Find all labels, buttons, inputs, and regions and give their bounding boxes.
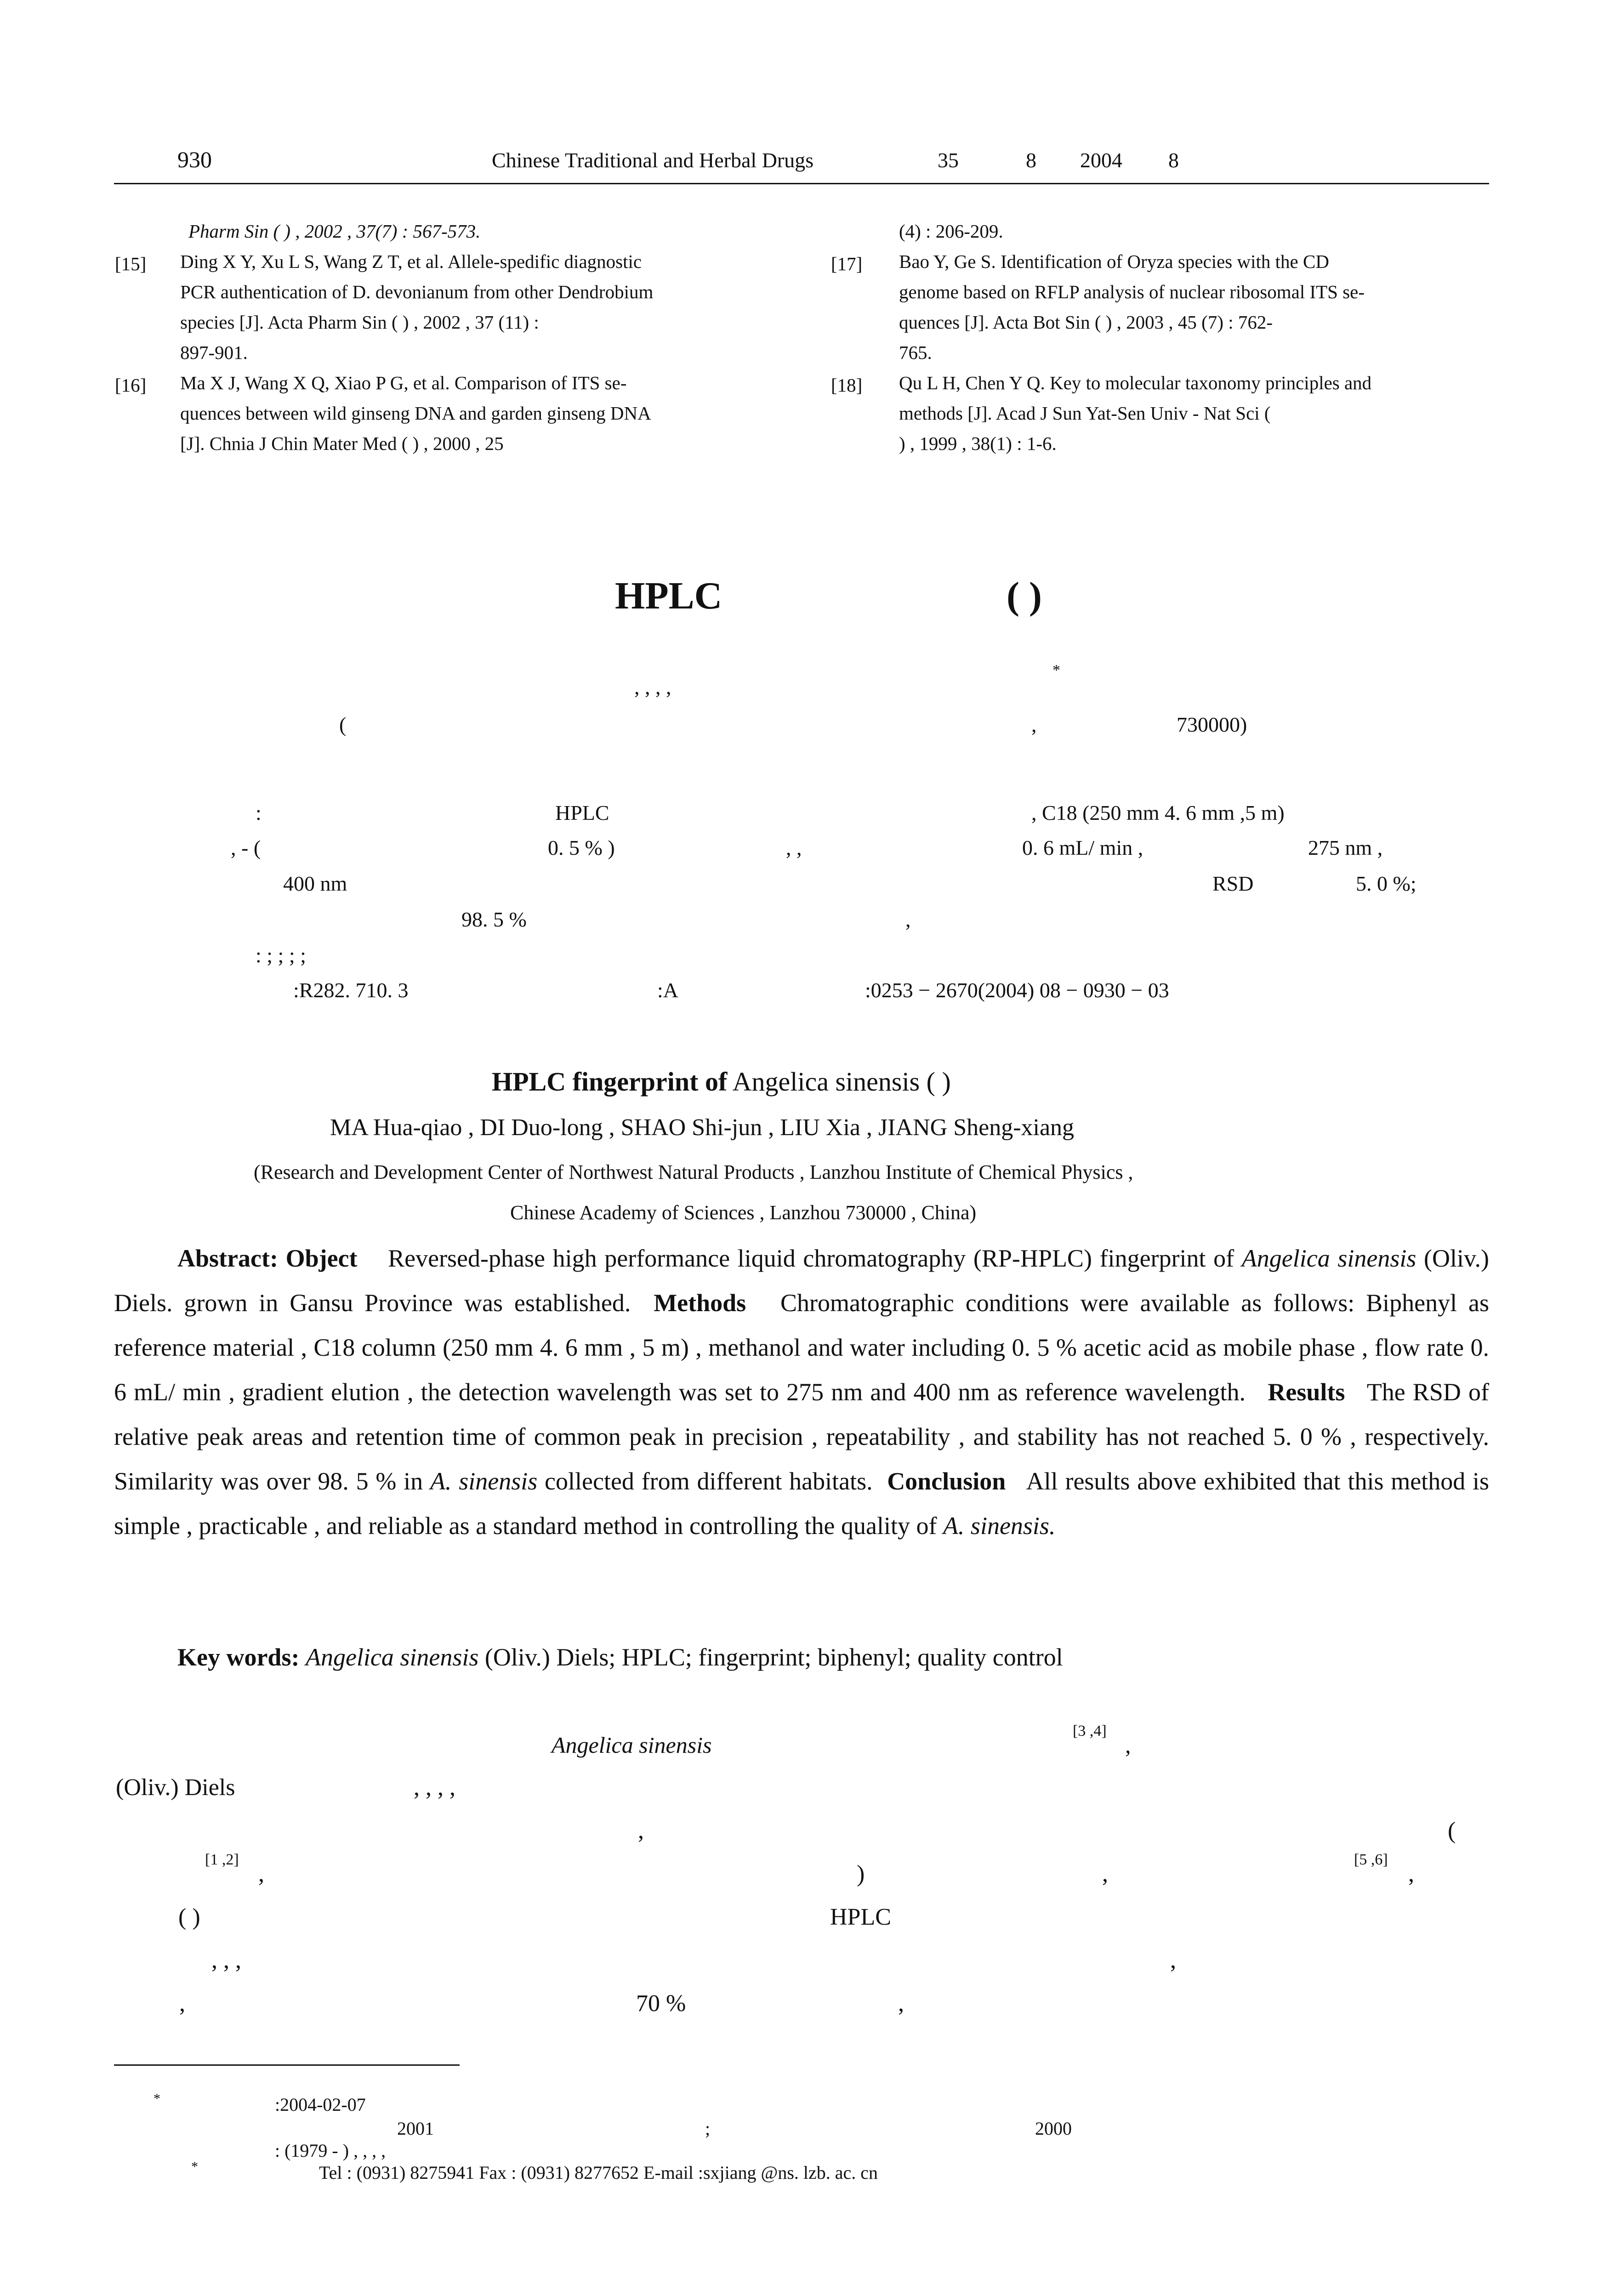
- reference-line: species [J]. Acta Pharm Sin ( ) , 2002 , 37 (11) :: [180, 312, 539, 333]
- body-fragment: (: [1448, 1818, 1456, 1844]
- reference-number: [17]: [831, 253, 863, 274]
- reference-line: PCR authentication of D. devonianum from other Dendrobium: [180, 281, 654, 302]
- abstract-object: Reversed-phase high performance liquid chromatography (RP-HPLC) fingerprint of: [388, 1245, 1234, 1272]
- page-number: 930: [177, 147, 212, 172]
- abstract-fragment: HPLC: [555, 801, 609, 824]
- methods-label: Methods: [654, 1289, 746, 1317]
- english-authors: MA Hua-qiao , DI Duo-long , SHAO Shi-jun , LIU Xia , JIANG Sheng-xiang: [330, 1114, 1075, 1141]
- reference-line: 897-901.: [180, 342, 248, 363]
- received-date: :2004-02-07: [275, 2094, 366, 2115]
- body-fragment: ,: [1170, 1947, 1176, 1973]
- abstract-fragment: , - (: [231, 836, 261, 859]
- contact-info: Tel : (0931) 8275941 Fax : (0931) 8277652 E-mail :sxjiang @ns. lzb. ac. cn: [319, 2162, 878, 2183]
- methods-text: Chromatographic conditions were available as follows: Biphenyl as reference material , C18 column (250 mm 4. 6 mm , 5 m) , methanol and water including 0. 5 % acetic acid as mobile phase , flow rate 0. 6 mL/ min , gradient elution , the detection wavelength was set to 275 nm and 400 nm as reference wavelength.: [114, 1289, 1490, 1406]
- english-affiliation: Chinese Academy of Sciences , Lanzhou 730000 , China): [510, 1201, 977, 1224]
- body-fragment: ( ): [178, 1904, 200, 1930]
- document-code: :A: [657, 978, 678, 1002]
- citation: [3 ,4]: [1073, 1722, 1107, 1739]
- reference-number: [16]: [115, 375, 147, 396]
- body-fragment: ,: [1102, 1861, 1108, 1887]
- abstract-fragment: 98. 5 %: [461, 908, 527, 931]
- reference-line: 765.: [899, 342, 932, 363]
- abstract-fragment: , C18 (250 mm 4. 6 mm ,5 m): [1031, 801, 1285, 824]
- abstract-fragment: 5. 0 %;: [1356, 872, 1416, 895]
- reference-line: Qu L H, Chen Y Q. Key to molecular taxonomy principles and: [899, 372, 1372, 393]
- body-fragment: Angelica sinensis: [552, 1732, 712, 1758]
- reference-line: quences between wild ginseng DNA and garden ginseng DNA: [180, 403, 651, 424]
- reference-number: [18]: [831, 375, 863, 396]
- abstract-fragment: 0. 6 mL/ min ,: [1022, 836, 1143, 859]
- reference-continuation: Pharm Sin ( ) , 2002 , 37(7) : 567-573.: [188, 221, 481, 242]
- body-fragment: ,: [638, 1818, 644, 1844]
- journal-month: 8: [1168, 148, 1179, 172]
- body-fragment: ,: [1125, 1732, 1131, 1758]
- author-bio: : (1979 - ) , , , ,: [275, 2140, 386, 2161]
- body-fragment: HPLC: [830, 1904, 891, 1930]
- conclusion-species: A. sinensis.: [943, 1512, 1056, 1540]
- journal-name: Chinese Traditional and Herbal Drugs: [492, 148, 814, 172]
- journal-year: 2004: [1080, 148, 1122, 172]
- abstract-fragment: 275 nm ,: [1308, 836, 1383, 859]
- abstract-fragment: , ,: [786, 836, 802, 859]
- body-fragment: ): [857, 1861, 865, 1887]
- journal-issue: 8: [1026, 148, 1036, 172]
- body-fragment: , , ,: [211, 1947, 241, 1973]
- body-fragment: ,: [898, 1990, 904, 2017]
- abstract-fragment: 400 nm: [283, 872, 347, 895]
- abstract-fragment: RSD: [1212, 872, 1254, 895]
- english-title: [492, 1066, 951, 1097]
- reference-line: Ma X J, Wang X Q, Xiao P G, et al. Comparison of ITS se-: [180, 372, 627, 393]
- reference-line: genome based on RFLP analysis of nuclear ribosomal ITS se-: [899, 281, 1365, 302]
- body-fragment: 70 %: [636, 1990, 686, 2017]
- english-affiliation: (Research and Development Center of Northwest Natural Products , Lanzhou Institute of Chemical Physics ,: [254, 1161, 1133, 1183]
- abstract-label: Abstract: Object: [177, 1245, 358, 1272]
- reference-line: quences [J]. Acta Bot Sin ( ) , 2003 , 45 (7) : 762-: [899, 312, 1273, 333]
- body-fragment: ,: [179, 1990, 185, 2017]
- article-title-paren: ( ): [1007, 574, 1042, 617]
- body-fragment: , , , ,: [414, 1774, 455, 1801]
- header-rule: [114, 183, 1489, 184]
- citation: [1 ,2]: [205, 1851, 239, 1868]
- corresponding-mark: *: [1052, 662, 1060, 679]
- reference-line: ) , 1999 , 38(1) : 1-6.: [899, 433, 1057, 454]
- english-keywords: [177, 1643, 1063, 1671]
- keywords-fragment: : ; ; ; ;: [256, 943, 306, 967]
- funding-year: 2000: [1035, 2118, 1072, 2139]
- results-tail: collected from different habitats.: [545, 1467, 873, 1495]
- reference-continuation: (4) : 206-209.: [899, 221, 1003, 242]
- affiliation-open: (: [339, 713, 347, 736]
- footnote-rule: [114, 2064, 460, 2066]
- footnote-mark: *: [191, 2159, 198, 2174]
- body-fragment: ,: [1408, 1861, 1414, 1887]
- abstract-species: Angelica sinensis: [1241, 1245, 1416, 1272]
- article-id: :0253 − 2670(2004) 08 − 0930 − 03: [865, 978, 1169, 1002]
- affiliation-comma: ,: [1031, 713, 1037, 736]
- footnote-mark: *: [154, 2091, 160, 2106]
- reference-line: [J]. Chnia J Chin Mater Med ( ) , 2000 , 25: [180, 433, 504, 454]
- english-title-bold: HPLC fingerprint of: [492, 1067, 728, 1097]
- abstract-fragment: 0. 5 % ): [548, 836, 615, 859]
- keywords-species: Angelica sinensis: [305, 1643, 479, 1671]
- results-label: Results: [1268, 1378, 1345, 1406]
- body-fragment: (Oliv.) Diels: [116, 1774, 235, 1801]
- author-list: , , , ,: [634, 675, 671, 699]
- english-abstract: [114, 1236, 1489, 1548]
- article-title: HPLC: [615, 574, 722, 617]
- keywords-label: Key words:: [177, 1643, 300, 1671]
- english-title-species: Angelica sinensis ( ): [732, 1067, 951, 1097]
- conclusion-label: Conclusion: [887, 1467, 1006, 1495]
- affiliation-zip: 730000): [1177, 713, 1247, 736]
- abstract-fragment: :: [256, 801, 262, 824]
- reference-number: [15]: [115, 253, 147, 274]
- conclusion-text: All results above exhibited that this method is simple , practicable , and reliable as a standard method in controlling the quality of: [114, 1467, 1490, 1540]
- abstract-species-tail: (Oliv.) Diels. grown in Gansu Province was established.: [114, 1245, 1490, 1317]
- reference-line: methods [J]. Acad J Sun Yat-Sen Univ - Nat Sci (: [899, 403, 1271, 424]
- results-species: A. sinensis: [430, 1467, 538, 1495]
- reference-line: Bao Y, Ge S. Identification of Oryza species with the CD: [899, 251, 1329, 272]
- abstract-fragment: ,: [905, 908, 911, 931]
- funding-sep: ;: [705, 2118, 711, 2139]
- reference-line: Ding X Y, Xu L S, Wang Z T, et al. Allele-spedific diagnostic: [180, 251, 642, 272]
- results-text: The RSD of relative peak areas and retention time of common peak in precision , repeatability , and stability has not reached 5. 0 % , respectively. Similarity was over 98. 5 % in: [114, 1378, 1490, 1495]
- journal-volume: 35: [938, 148, 959, 172]
- citation: [5 ,6]: [1354, 1851, 1388, 1868]
- classification-number: :R282. 710. 3: [293, 978, 409, 1002]
- keywords-text: (Oliv.) Diels; HPLC; fingerprint; biphenyl; quality control: [484, 1643, 1063, 1671]
- body-fragment: ,: [258, 1861, 264, 1887]
- funding-year: 2001: [397, 2118, 434, 2139]
